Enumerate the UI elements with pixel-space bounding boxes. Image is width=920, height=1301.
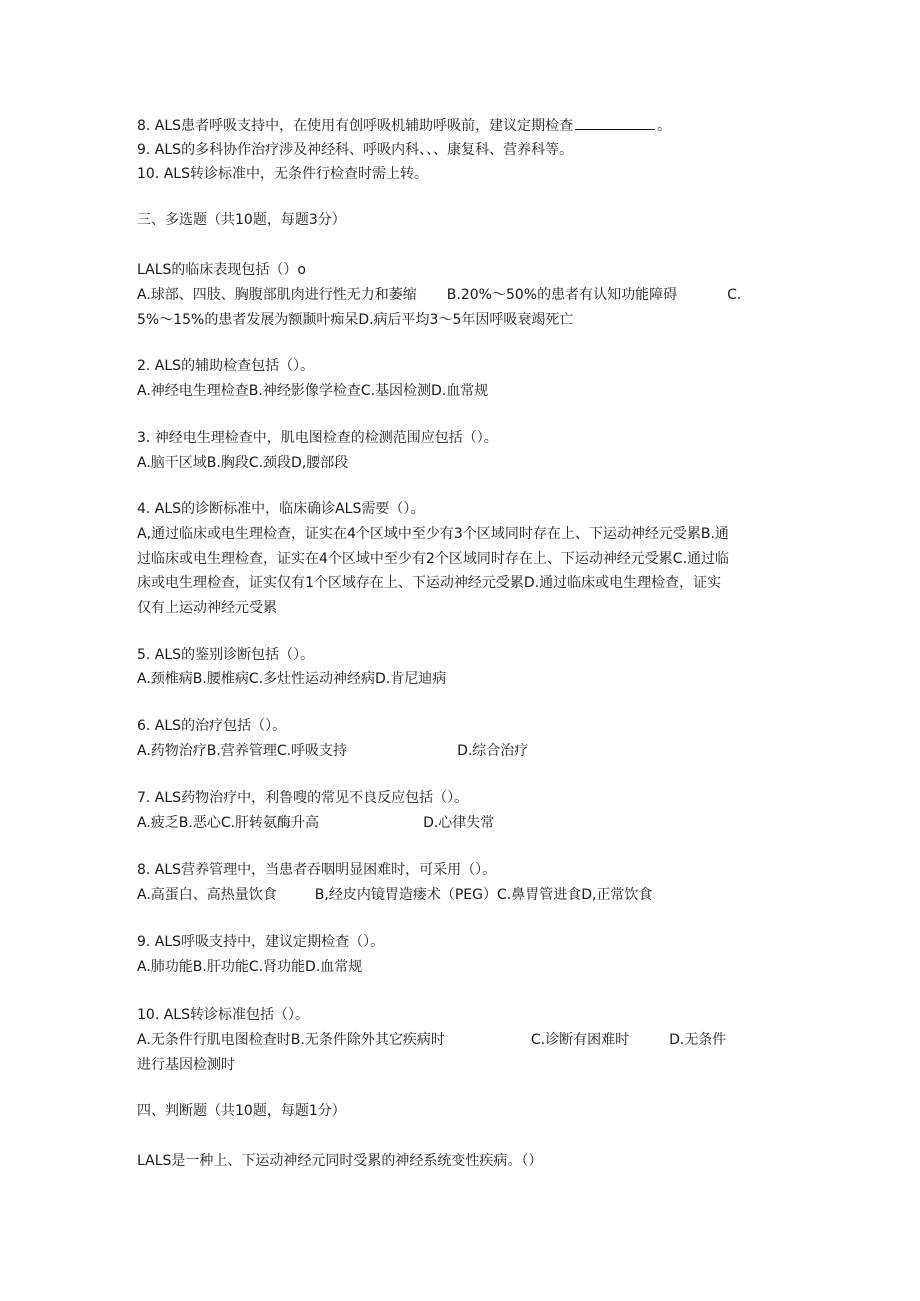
- mc-question-6-stem: 6. ALS的治疗包括（）。: [137, 718, 287, 734]
- option-d-start: D.无条件: [669, 1032, 727, 1048]
- question-text: 8. ALS患者呼吸支持中，在使用有创呼吸机辅助呼吸前，建议定期检查: [137, 118, 574, 134]
- option-a: A.高蛋白、高热量饮食: [137, 887, 277, 903]
- option-b: B.20%～50%的患者有认知功能障碍: [446, 287, 678, 303]
- mc-question-4-options-line3: 床或电生理检查，证实仅有1个区域存在上、下运动神经元受累D.通过临床或电生理检查，证实: [137, 575, 722, 591]
- mc-question-9-options: A.肺功能B.肝功能C.肾功能D.血常规: [137, 959, 363, 975]
- options-abc: A.疲乏B.恶心C.肝转氨酶升高: [137, 815, 320, 831]
- mc-question-9-stem: 9. ALS呼吸支持中，建议定期检查（）。: [137, 934, 385, 950]
- mc-question-1-options-line2: 5%～15%的患者发展为额颞叶痴呆D.病后平均3～5年因呼吸衰竭死亡: [137, 312, 574, 328]
- mc-question-2-options: A.神经电生理检查B.神经影像学检查C.基因检测D.血常规: [137, 383, 489, 399]
- mc-question-4-stem: 4. ALS的诊断标准中，临床确诊ALS需要（）。: [137, 501, 425, 517]
- mc-question-10-options-line1: [137, 1030, 726, 1050]
- option-c: C.诊断有困难时: [530, 1032, 630, 1048]
- section-heading-multiple-choice: 三、多选题（共10题，每题3分）: [137, 212, 346, 228]
- mc-question-5-options: A.颈椎病B.腰椎病C.多灶性运动神经病D.肯尼迪病: [137, 671, 447, 687]
- answer-blank[interactable]: [575, 115, 655, 130]
- mc-question-8-stem: 8. ALS营养管理中，当患者吞咽明显困难时，可采用（）。: [137, 862, 497, 878]
- mc-question-3-options: A.脑干区域B.胸段C.颈段D,腰部段: [137, 455, 349, 471]
- fill-in-question-9: 9. ALS的多科协作治疗涉及神经科、呼吸内科、、、康复科、营养科等。: [137, 142, 574, 158]
- mc-question-3-stem: 3. 神经电生理检查中，肌电图检查的检测范围应包括（）。: [137, 430, 498, 446]
- question-suffix: 。: [657, 118, 672, 134]
- mc-question-10-stem: 10. ALS转诊标准包括（）。: [137, 1007, 309, 1023]
- option-d: D.心律失常: [423, 815, 495, 831]
- tf-question-1: LALS是一种上、下运动神经元同时受累的神经系统变性疾病。（）: [137, 1153, 543, 1169]
- fill-in-question-10: 10. ALS转诊标准中，无条件行检查时需上转。: [137, 166, 428, 182]
- mc-question-4-options-line4: 仅有上运动神经元受累: [137, 600, 277, 616]
- mc-question-7-options: [137, 813, 494, 833]
- mc-question-10-options-line2: 进行基因检测时: [137, 1057, 235, 1073]
- mc-question-8-options: [137, 885, 652, 905]
- fill-in-question-8: [137, 115, 671, 135]
- mc-question-2-stem: 2. ALS的辅助检查包括（）。: [137, 358, 315, 374]
- options-abc: A.药物治疗B.营养管理C.呼吸支持: [137, 743, 348, 759]
- mc-question-4-options-line1: A,通过临床或电生理检查，证实在4个区域中至少有3个区域同时存在上、下运动神经元受累B.通: [137, 526, 729, 542]
- mc-question-7-stem: 7. ALS药物治疗中，利鲁嗖的常见不良反应包括（）。: [137, 790, 469, 806]
- options-bcd: B,经皮内镜胃造瘘术（PEG）C.鼻胃管进食D,正常饮食: [314, 887, 653, 903]
- option-a: A.球部、四肢、胸腹部肌肉进行性无力和萎缩: [137, 287, 417, 303]
- mc-question-5-stem: 5. ALS的鉴别诊断包括（）。: [137, 647, 315, 663]
- mc-question-1-stem: LALS的临床表现包括（）o: [137, 262, 306, 278]
- option-c-start: C.: [727, 287, 742, 303]
- mc-question-6-options: [137, 741, 528, 761]
- options-ab: A.无条件行肌电图检查时B.无条件除外其它疾病时: [137, 1032, 445, 1048]
- option-d: D.综合治疗: [457, 743, 529, 759]
- mc-question-1-options-line1: [137, 285, 741, 305]
- section-heading-true-false: 四、判断题（共10题，每题1分）: [137, 1103, 346, 1119]
- mc-question-4-options-line2: 过临床或电生理检查，证实在4个区域中至少有2个区域同时存在上、下运动神经元受累C.通过临: [137, 551, 730, 567]
